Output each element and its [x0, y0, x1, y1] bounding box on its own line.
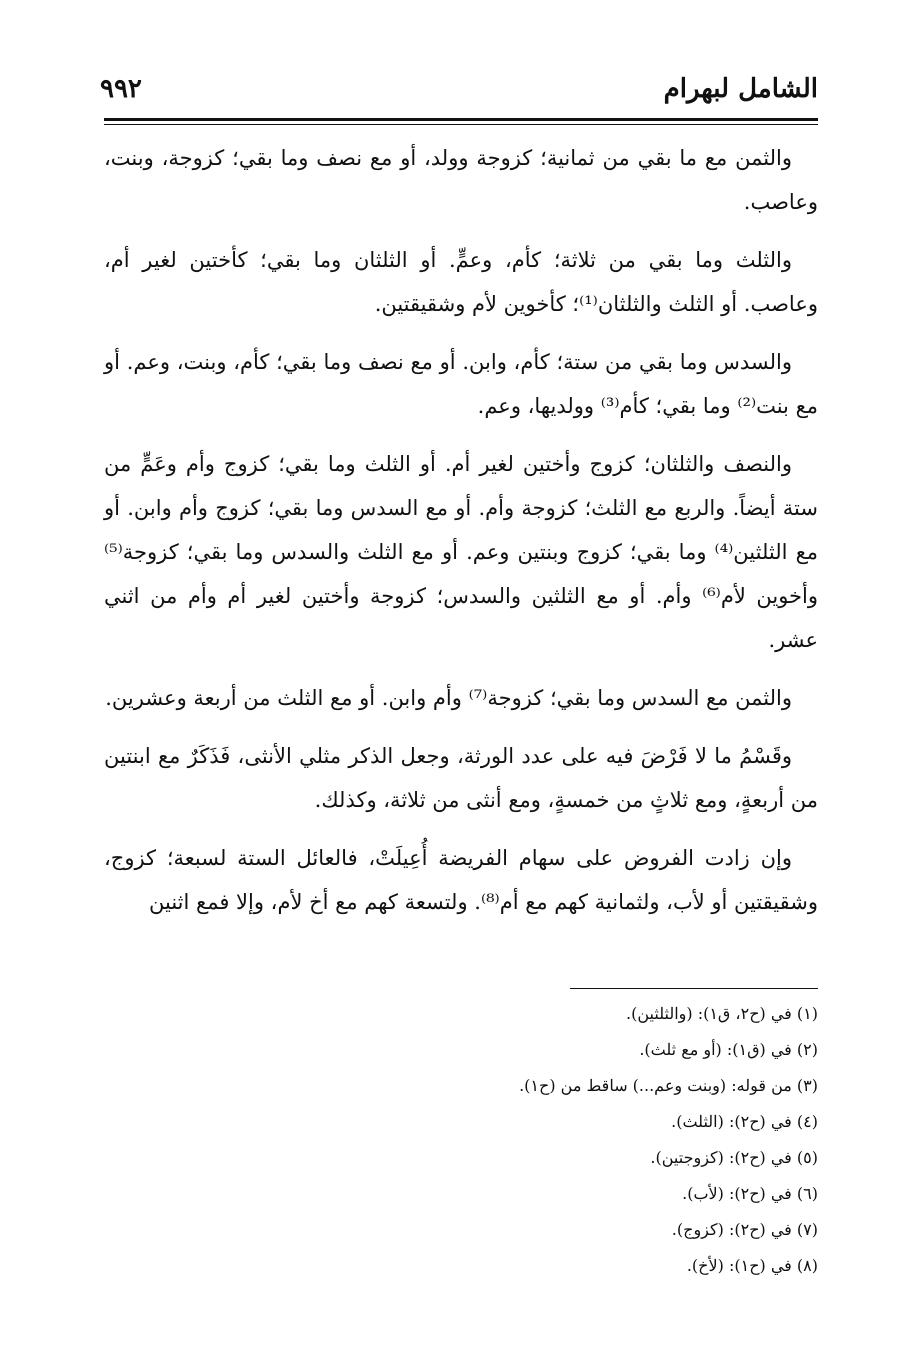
footnote: (٣) من قوله: (وبنت وعم...) ساقط من (ح١).: [519, 1076, 818, 1095]
paragraph: وإن زادت الفروض على سهام الفريضة أُعِيلَتْ، فالعائل الستة لسبعة؛ كزوج، وشقيقتين أو لأب، ولثمانية كهم مع أم⁽⁸⁾. ولتسعة كهم مع أخ لأم، وإلا فمع اثنين: [104, 846, 818, 914]
footnote: (٥) في (ح٢): (كزوجتين).: [650, 1148, 818, 1167]
header-rule-thick: [104, 118, 818, 121]
footnote: (٧) في (ح٢): (كزوج).: [671, 1220, 818, 1239]
paragraph: والثمن مع ما بقي من ثمانية؛ كزوجة وولد، أو مع نصف وما بقي؛ كزوجة، وبنت، وعاصب.: [104, 146, 818, 214]
paragraph: والثلث وما بقي من ثلاثة؛ كأم، وعمٍّ. أو الثلثان وما بقي؛ كأختين لغير أم، وعاصب. أو الثلث والثلثان⁽¹⁾؛ كأخوين لأم وشقيقتين.: [104, 248, 818, 316]
paragraph: والنصف والثلثان؛ كزوج وأختين لغير أم. أو الثلث وما بقي؛ كزوج وأم وعَمٍّ من ستة أيضاً. والربع مع الثلث؛ كزوجة وأم. أو مع السدس وما بقي؛ كزوج وأم وابن. أو مع الثلثين⁽⁴⁾ وما بقي؛ كزوج وبنتين وعم. أو مع الثلث والسدس وما بقي؛ كزوجة⁽⁵⁾ وأخوين لأم⁽⁶⁾ وأم. أو مع الثلثين والسدس؛ كزوجة وأختين لغير أم وأم من اثني عشر.: [104, 452, 818, 652]
footnote: (١) في (ح٢، ق١): (والثلثين).: [626, 1004, 818, 1023]
paragraph: والثمن مع السدس وما بقي؛ كزوجة⁽⁷⁾ وأم وابن. أو مع الثلث من أربعة وعشرين.: [105, 686, 792, 710]
page-number: ٩٩٢: [100, 74, 142, 104]
body-text: [104, 136, 818, 938]
footnote: (٦) في (ح٢): (لأب).: [682, 1184, 818, 1203]
book-title: الشامل لبهرام: [663, 74, 818, 104]
footnotes: [300, 996, 818, 1284]
page-header: [100, 66, 818, 116]
footnote: (٨) في (ح١): (لأخ).: [686, 1256, 818, 1275]
paragraph: والسدس وما بقي من ستة؛ كأم، وابن. أو مع نصف وما بقي؛ كأم، وبنت، وعم. أو مع بنت⁽²⁾ وما بقي؛ كأم⁽³⁾ وولديها، وعم.: [104, 350, 818, 418]
header-rule-thin: [104, 124, 818, 125]
footnote: (٢) في (ق١): (أو مع ثلث).: [639, 1040, 818, 1059]
footnote: (٤) في (ح٢): (الثلث).: [671, 1112, 818, 1131]
paragraph: وقَسْمُ ما لا فَرْضَ فيه على عدد الورثة، وجعل الذكر مثلي الأنثى، فَذَكَرٌ مع ابنتين من أربعةٍ، ومع ثلاثٍ من خمسةٍ، ومع أنثى من ثلاثة، وكذلك.: [104, 744, 818, 812]
footnote-separator: [570, 988, 818, 989]
